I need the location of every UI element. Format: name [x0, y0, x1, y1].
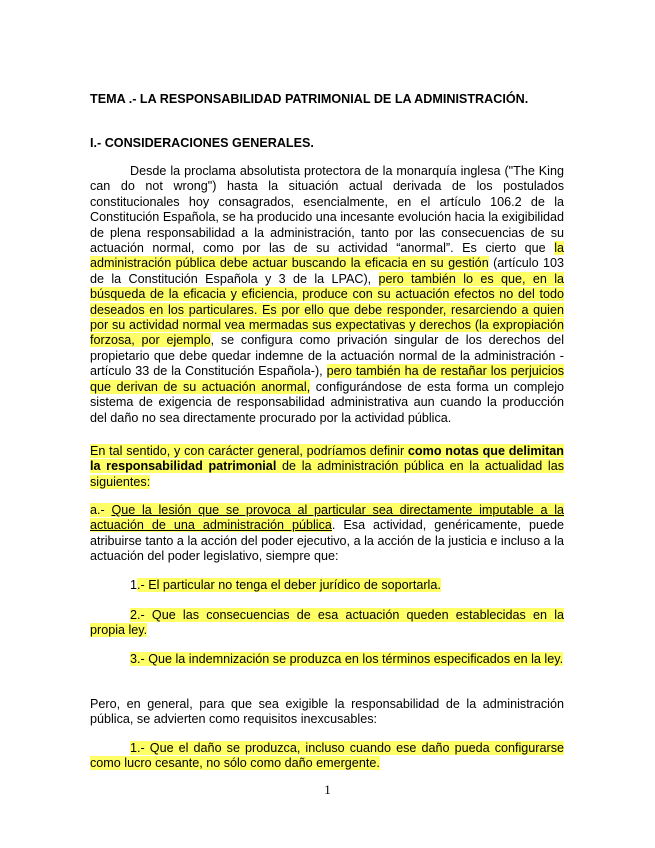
condition-1-number: 1 [130, 578, 138, 592]
intro-text-1: Desde la proclama absolutista protectora de la monarquía inglesa ("The King can do not wrong") hasta la situación actual derivada de los postulados constitucionales hoy consagrados, esencialmente, en el artículo 106.2 de la Constitución Española, se ha producido una incesante evolución hacia la exigibilidad de plena responsabilidad a la administración, tanto por las consecuencias de su actuación normal, como por las de su actividad “anormal”. Es cierto que [90, 164, 564, 256]
note-a-rest: . Esa actividad, genéricamente, puede atribuirse tanto a la acción del poder ejecutivo, a la acción de la justicia e incluso a la actuación del poder legislativo, siempre que: [90, 518, 565, 564]
section-heading: I.- CONSIDERACIONES GENERALES. [90, 136, 314, 150]
condition-3-text: 3.- Que la indemnización se produzca en los términos especificados en la ley. [130, 652, 564, 666]
condition-1 [90, 578, 564, 593]
intro-highlight-2: pero también lo es que, en la búsqueda de la eficacia y eficiencia, produce con su actuación efectos no del todo deseados en los particulares. Es por ello que debe responder, resarciendo a quien por su actividad normal vea mermadas sus expectativas y derechos (la expropiación forzosa, por ejemplo [90, 271, 564, 348]
requirement-1 [90, 741, 564, 772]
condition-2 [90, 608, 564, 639]
condition-2-text: 2.- Que las consecuencias de esa actuación queden establecidas en la propia ley. [90, 608, 564, 638]
condition-1-text: .- El particular no tenga el deber jurídico de soportarla. [137, 578, 441, 592]
requirement-1-text: 1.- Que el daño se produzca, incluso cuando ese daño pueda configurarse como lucro cesante, no sólo como daño emergente. [90, 741, 564, 771]
requirements-intro-text: Pero, en general, para que sea exigible la responsabilidad de la administración pública, se advierten como requisitos inexcusables: [90, 697, 564, 727]
notes-bold-phrase: como notas que delimitan la responsabilidad patrimonial [90, 444, 564, 474]
paragraph-note-a [90, 503, 564, 565]
note-a-prefix: a.- [90, 503, 112, 517]
notes-highlight-1: En tal sentido, y con carácter general, podríamos definir [90, 444, 408, 458]
paragraph-requirements-intro [90, 697, 564, 728]
page-number: 1 [324, 782, 331, 797]
intro-text-2: (artículo 103 de la Constitución Española y 3 de la LPAC), [90, 256, 564, 286]
paragraph-notes-intro [90, 444, 564, 490]
intro-text-3: , se configura como privación singular de los derechos del propietario que debe quedar indemne de la actuación normal de la administración -artículo 33 de la Constitución Española-), [90, 333, 564, 379]
condition-3 [90, 652, 564, 667]
intro-highlight-3: pero también ha de restañar los perjuicios que derivan de su actuación anormal, [90, 364, 564, 394]
paragraph-introduction [90, 164, 564, 426]
notes-highlight-2: de la administración pública en la actualidad las siguientes: [90, 459, 565, 489]
note-a-underlined: Que la lesión que se provoca al particular sea directamente imputable a la actuación de una administración pública [90, 503, 564, 533]
page-title: TEMA .- LA RESPONSABILIDAD PATRIMONIAL DE LA ADMINISTRACIÓN. [90, 92, 529, 106]
intro-text-4: configurándose de esta forma un complejo sistema de exigencia de responsabilidad administrativa aun cuando la producción del daño no sea directamente procurado por la actividad pública. [90, 379, 564, 425]
intro-highlight-1: la administración pública debe actuar buscando la eficacia en su gestión [90, 241, 564, 271]
